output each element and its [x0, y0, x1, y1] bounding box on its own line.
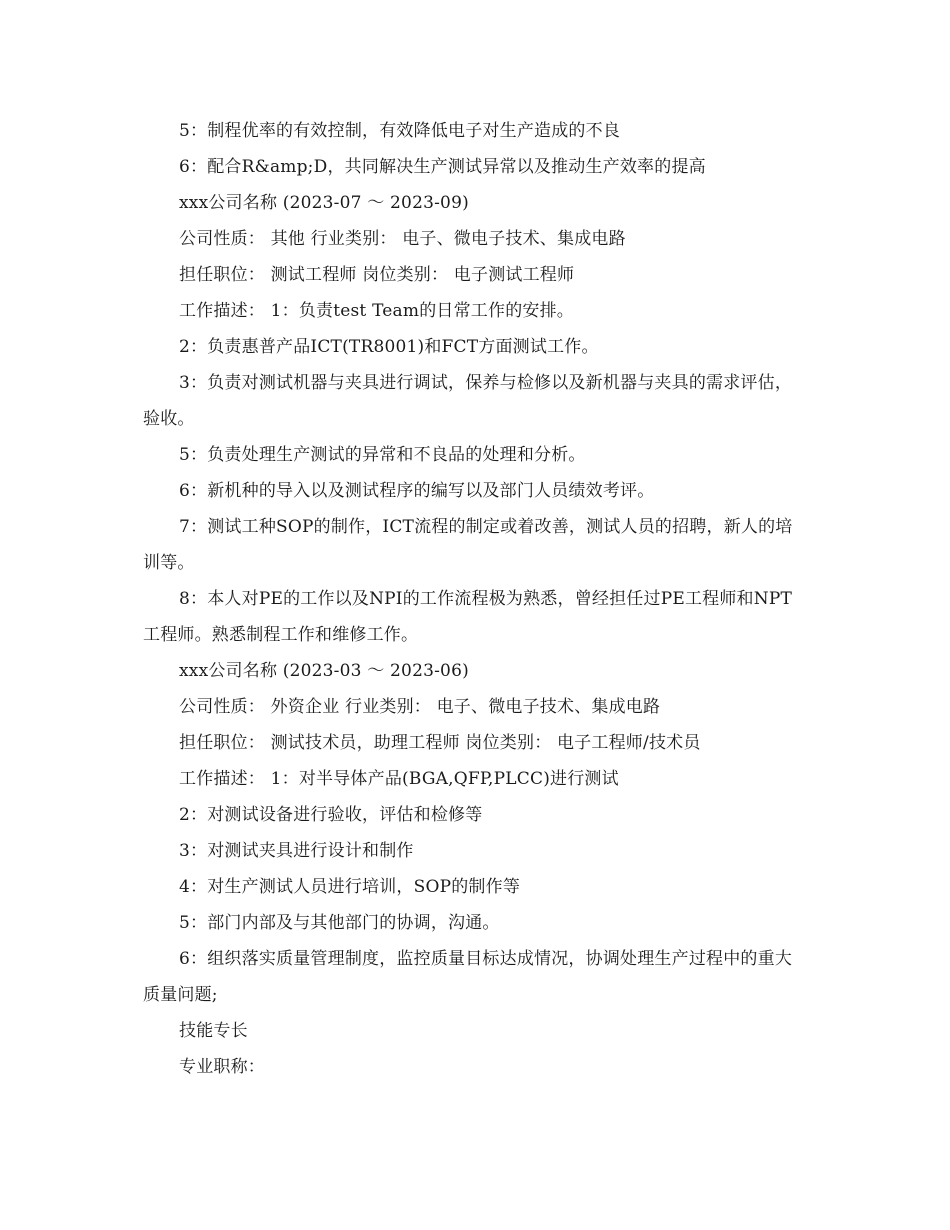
paragraph-duty-5-yield-control: 5：制程优率的有效控制，有效降低电子对生产造成的不良	[179, 121, 621, 141]
job2-duty-6-quality: 6：组织落实质量管理制度，监控质量目标达成情况，协调处理生产过程中的重大质量问题;	[143, 949, 793, 1005]
job-duty-6-new-model: 6：新机种的导入以及测试程序的编写以及部门人员绩效考评。	[179, 481, 655, 501]
job-duty-2-hp-test: 2：负责惠普产品ICT(TR8001)和FCT方面测试工作。	[179, 337, 599, 357]
job-duty-5-defect-analysis: 5：负责处理生产测试的异常和不良品的处理和分析。	[179, 445, 586, 465]
document-body	[143, 113, 808, 1085]
job-company-heading-2: xxx公司名称 (2023-03 ～ 2023-06)	[179, 661, 469, 681]
job-duty-3-machine-fixture: 3：负责对测试机器与夹具进行调试，保养与检修以及新机器与夹具的需求评估，验收。	[143, 373, 793, 429]
job-position-1: 担任职位： 测试工程师 岗位类别： 电子测试工程师	[179, 265, 575, 285]
paragraph-duty-6-rd-cooperation: 6：配合R&amp;D，共同解决生产测试异常以及推动生产效率的提高	[179, 157, 706, 177]
job-duty-7-sop: 7：测试工种SOP的制作，ICT流程的制定或着改善，测试人员的招聘，新人的培训等。	[143, 517, 793, 573]
job-description-2: 工作描述： 1：对半导体产品(BGA,QFP,PLCC)进行测试	[179, 769, 619, 789]
job-company-heading-1: xxx公司名称 (2023-07 ～ 2023-09)	[179, 193, 469, 213]
job2-duty-5-coordination: 5：部门内部及与其他部门的协调，沟通。	[179, 913, 500, 933]
section-heading-skills: 技能专长	[179, 1021, 248, 1041]
job-description-1: 工作描述： 1：负责test Team的日常工作的安排。	[179, 301, 575, 321]
job-duty-8-pe-npi: 8：本人对PE的工作以及NPI的工作流程极为熟悉，曾经担任过PE工程师和NPT工程师。熟悉制程工作和维修工作。	[143, 589, 792, 645]
job2-duty-3-fixture-design: 3：对测试夹具进行设计和制作	[179, 841, 414, 861]
job2-duty-2-equipment: 2：对测试设备进行验收，评估和检修等	[179, 805, 483, 825]
job-position-2: 担任职位： 测试技术员，助理工程师 岗位类别： 电子工程师/技术员	[179, 733, 701, 753]
job-company-nature-1: 公司性质： 其他 行业类别： 电子、微电子技术、集成电路	[179, 229, 626, 249]
job2-duty-4-training: 4：对生产测试人员进行培训，SOP的制作等	[179, 877, 521, 897]
section-heading-professional-title: 专业职称：	[179, 1057, 265, 1077]
job-company-nature-2: 公司性质： 外资企业 行业类别： 电子、微电子技术、集成电路	[179, 697, 661, 717]
